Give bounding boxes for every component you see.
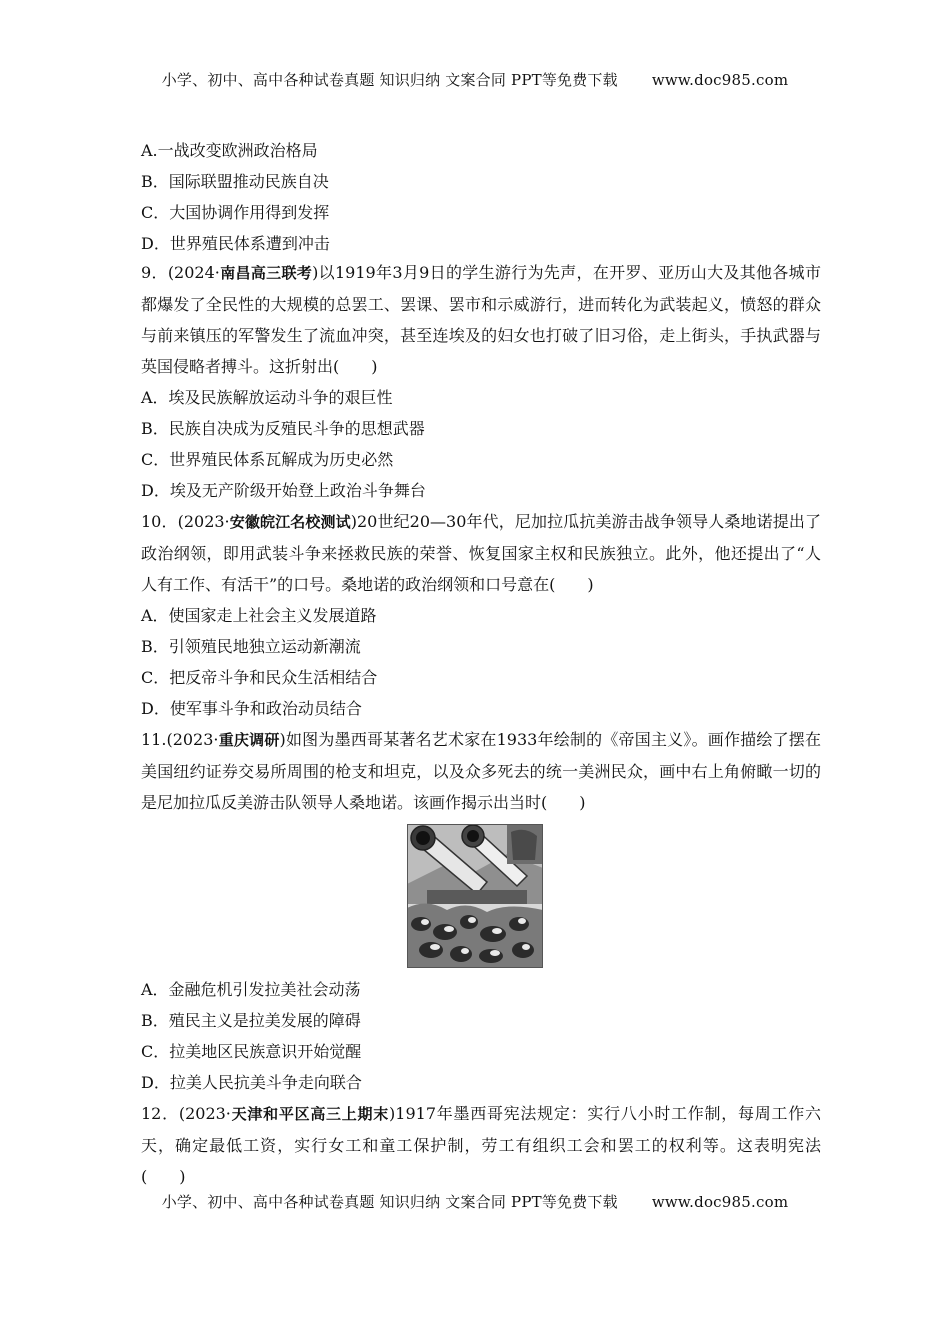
q12-number: 12．(2023·	[141, 1104, 231, 1123]
q11-option-a: A．金融危机引发拉美社会动荡	[141, 980, 361, 999]
footer-site[interactable]: www.doc985.com	[651, 1193, 789, 1211]
imperialism-painting-image	[407, 824, 543, 968]
q9-source: 南昌高三联考	[219, 264, 313, 282]
q11-option-d: D．拉美人民抗美斗争走向联合	[141, 1073, 362, 1092]
q9-option-d: D．埃及无产阶级开始登上政治斗争舞台	[141, 481, 426, 500]
q10-option-a: A．使国家走上社会主义发展道路	[141, 606, 377, 625]
q11-text: )如图为墨西哥某著名艺术家在1933年绘制的《帝国主义》。画作描绘了摆在美国纽约证券交易所周围的枪支和坦克，以及众多死去的统一美洲民众，画中右上角俯瞰一切的是尼加拉瓜反美游击队领导人桑地诺。该画作揭示出当时( )	[141, 730, 821, 812]
q10-option-b: B．引领殖民地独立运动新潮流	[141, 637, 361, 656]
exam-content	[141, 141, 821, 1192]
header-site[interactable]: www.doc985.com	[651, 71, 789, 89]
q12-stem	[141, 1098, 821, 1192]
q10-number: 10．(2023·	[141, 512, 230, 531]
q10-option-d: D．使军事斗争和政治动员结合	[141, 699, 362, 718]
header-text: 小学、初中、高中各种试卷真题 知识归纳 文案合同 PPT等免费下载	[161, 71, 618, 89]
q12-text: )1917年墨西哥宪法规定：实行八小时工作制，每周工作六天，确定最低工资，实行女工和童工保护制，劳工有组织工会和罢工的权利等。这表明宪法( )	[141, 1104, 821, 1186]
page-footer	[0, 1191, 950, 1212]
q11-source: 重庆调研	[218, 731, 280, 749]
q8-option-a: A.一战改变欧洲政治格局	[141, 141, 318, 160]
q9-number: 9．(2024·	[141, 263, 220, 282]
question-9	[141, 257, 821, 506]
q9-option-a: A．埃及民族解放运动斗争的艰巨性	[141, 388, 393, 407]
footer-text: 小学、初中、高中各种试卷真题 知识归纳 文案合同 PPT等免费下载	[161, 1193, 618, 1211]
q11-option-c: C．拉美地区民族意识开始觉醒	[141, 1042, 362, 1061]
q10-source: 安徽皖江名校测试	[229, 513, 351, 531]
q8-option-d: D．世界殖民体系遭到冲击	[141, 234, 330, 253]
q10-stem	[141, 506, 821, 600]
q12-source: 天津和平区高三上期末	[230, 1105, 390, 1123]
q9-option-b: B．民族自决成为反殖民斗争的思想武器	[141, 419, 425, 438]
question-10	[141, 506, 821, 724]
q8-option-c: C．大国协调作用得到发挥	[141, 203, 330, 222]
q11-option-b: B．殖民主义是拉美发展的障碍	[141, 1011, 361, 1030]
q10-text: )20世纪20—30年代，尼加拉瓜抗美游击战争领导人桑地诺提出了政治纲领，即用武装斗争来拯救民族的荣誉、恢复国家主权和民族独立。此外，他还提出了“人人有工作、有活干”的口号。桑地诺的政治纲领和口号意在( )	[141, 512, 821, 594]
question-12	[141, 1098, 821, 1192]
q9-option-c: C．世界殖民体系瓦解成为历史必然	[141, 450, 394, 469]
question-8-options	[141, 141, 821, 254]
q9-text: )以1919年3月9日的学生游行为先声，在开罗、亚历山大及其他各城市都爆发了全民性的大规模的总罢工、罢课、罢市和示威游行，进而转化为武装起义，愤怒的群众与前来镇压的军警发生了流血冲突，甚至连埃及的妇女也打破了旧习俗，走上街头，手执武器与英国侵略者搏斗。这折射出( )	[141, 263, 821, 376]
q10-option-c: C．把反帝斗争和民众生活相结合	[141, 668, 378, 687]
q9-stem	[141, 257, 821, 382]
q11-number: 11.(2023·	[141, 730, 219, 749]
page-header	[0, 69, 950, 90]
q11-stem	[141, 724, 821, 818]
question-11	[141, 724, 821, 1098]
q8-option-b: B．国际联盟推动民族自决	[141, 172, 329, 191]
